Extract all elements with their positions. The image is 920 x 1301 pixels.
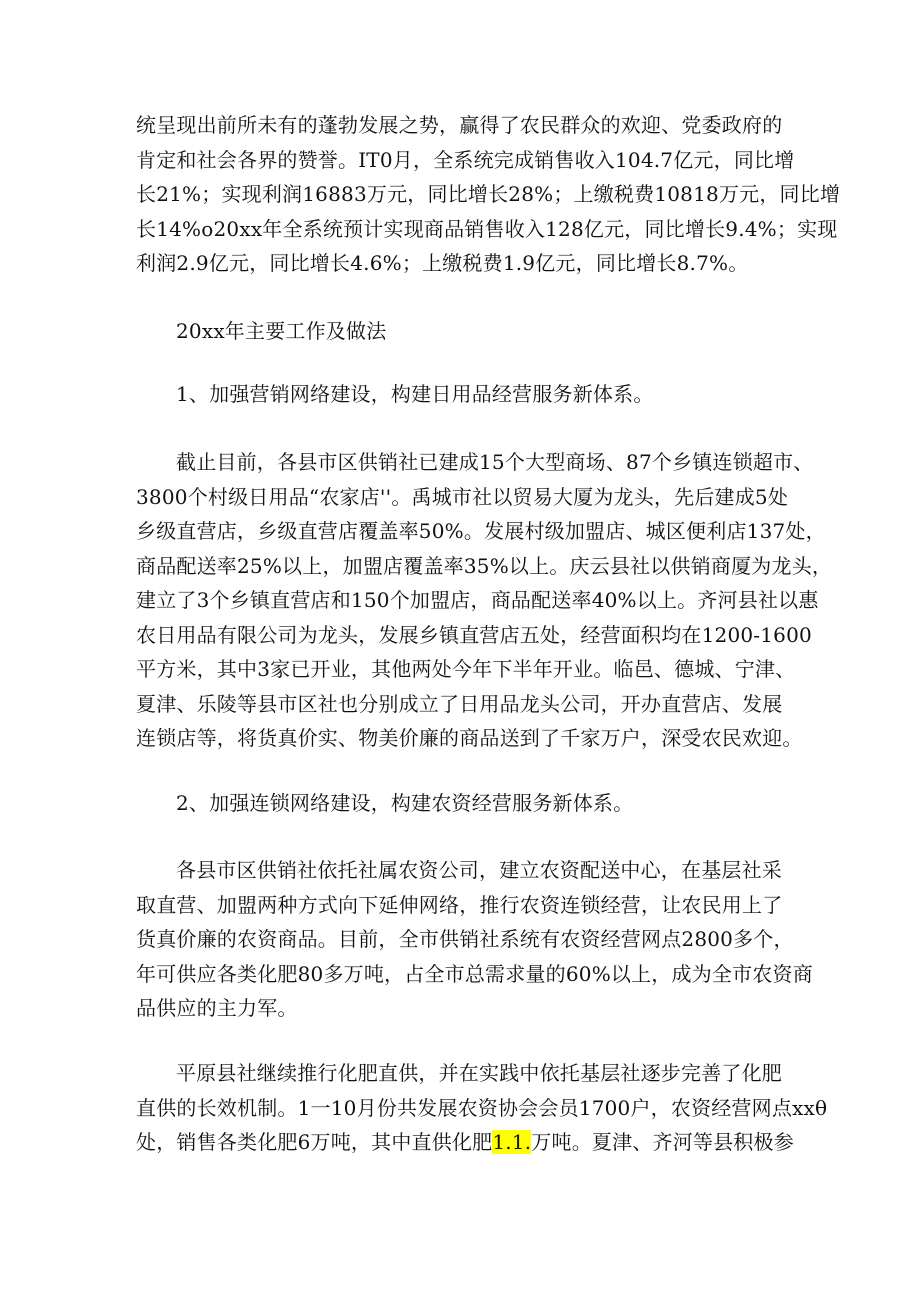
text-line: 长21%；实现利润16883万元，同比增长28%；上缴税费10818万元，同比增 bbox=[136, 182, 841, 206]
text-line: 截止目前，各县市区供销社已建成15个大型商场、87个乡镇连锁超市、 bbox=[176, 450, 814, 474]
text-line: 平原县社继续推行化肥直供，并在实践中依托基层社逐步完善了化肥 bbox=[176, 1061, 782, 1085]
text-line: 取直营、加盟两种方式向下延伸网络，推行农资连锁经营，让农民用上了 bbox=[136, 893, 783, 917]
section-heading: 1、加强营销网络建设，构建日用品经营服务新体系。 bbox=[176, 382, 654, 406]
text-line: 农日用品有限公司为龙头，发展乡镇直营店五处，经营面积均在1200-1600 bbox=[136, 623, 812, 647]
text-line bbox=[136, 1128, 794, 1156]
section-heading: 2、加强连锁网络建设，构建农资经营服务新体系。 bbox=[176, 791, 634, 815]
highlighted-text: 1.1. bbox=[492, 1130, 532, 1154]
text-line: 建立了3个乡镇直营店和150个加盟店，商品配送率40%以上。齐河县社以惠 bbox=[136, 588, 819, 612]
text-line: 3800个村级日用品“农家店''。禹城市社以贸易大厦为龙头，先后建成5处 bbox=[136, 485, 789, 509]
text-segment: 万吨。夏津、齐河等县积极参 bbox=[531, 1130, 794, 1154]
text-line: 统呈现出前所未有的蓬勃发展之势，赢得了农民群众的欢迎、党委政府的 bbox=[136, 113, 783, 137]
text-line: 夏津、乐陵等县市区社也分别成立了日用品龙头公司，开办直营店、发展 bbox=[136, 692, 783, 716]
text-line: 肯定和社会各界的赞誉。IT0月，全系统完成销售收入104.7亿元，同比增 bbox=[136, 148, 795, 172]
text-line: 年可供应各类化肥80多万吨，占全市总需求量的60%以上，成为全市农资商 bbox=[136, 962, 813, 986]
text-line: 连锁店等，将货真价实、物美价廉的商品送到了千家万户，深受农民欢迎。 bbox=[136, 726, 803, 750]
text-line: 品供应的主力军。 bbox=[136, 996, 298, 1020]
text-line: 利润2.9亿元，同比增长4.6%；上缴税费1.9亿元，同比增长8.7%。 bbox=[136, 251, 749, 275]
text-line: 平方米，其中3家已开业，其他两处今年下半年开业。临邑、德城、宁津、 bbox=[136, 657, 796, 681]
text-line: 长14%o20xx年全系统预计实现商品销售收入128亿元，同比增长9.4%；实现 bbox=[136, 217, 838, 241]
text-line: 商品配送率25%以上，加盟店覆盖率35%以上。庆云县社以供销商厦为龙头， bbox=[136, 554, 833, 578]
text-line: 货真价廉的农资商品。目前，全市供销社系统有农资经营网点2800多个， bbox=[136, 927, 794, 951]
text-line: 直供的长效机制。1一10月份共发展农资协会会员1700户，农资经营网点xxθ bbox=[136, 1096, 828, 1120]
text-line: 乡级直营店，乡级直营店覆盖率50%。发展村级加盟店、城区便利店137处， bbox=[136, 519, 826, 543]
section-heading: 20xx年主要工作及做法 bbox=[176, 319, 387, 343]
text-line: 各县市区供销社依托社属农资公司，建立农资配送中心，在基层社采 bbox=[176, 858, 782, 882]
text-segment: 处，销售各类化肥6万吨，其中直供化肥 bbox=[136, 1130, 493, 1154]
